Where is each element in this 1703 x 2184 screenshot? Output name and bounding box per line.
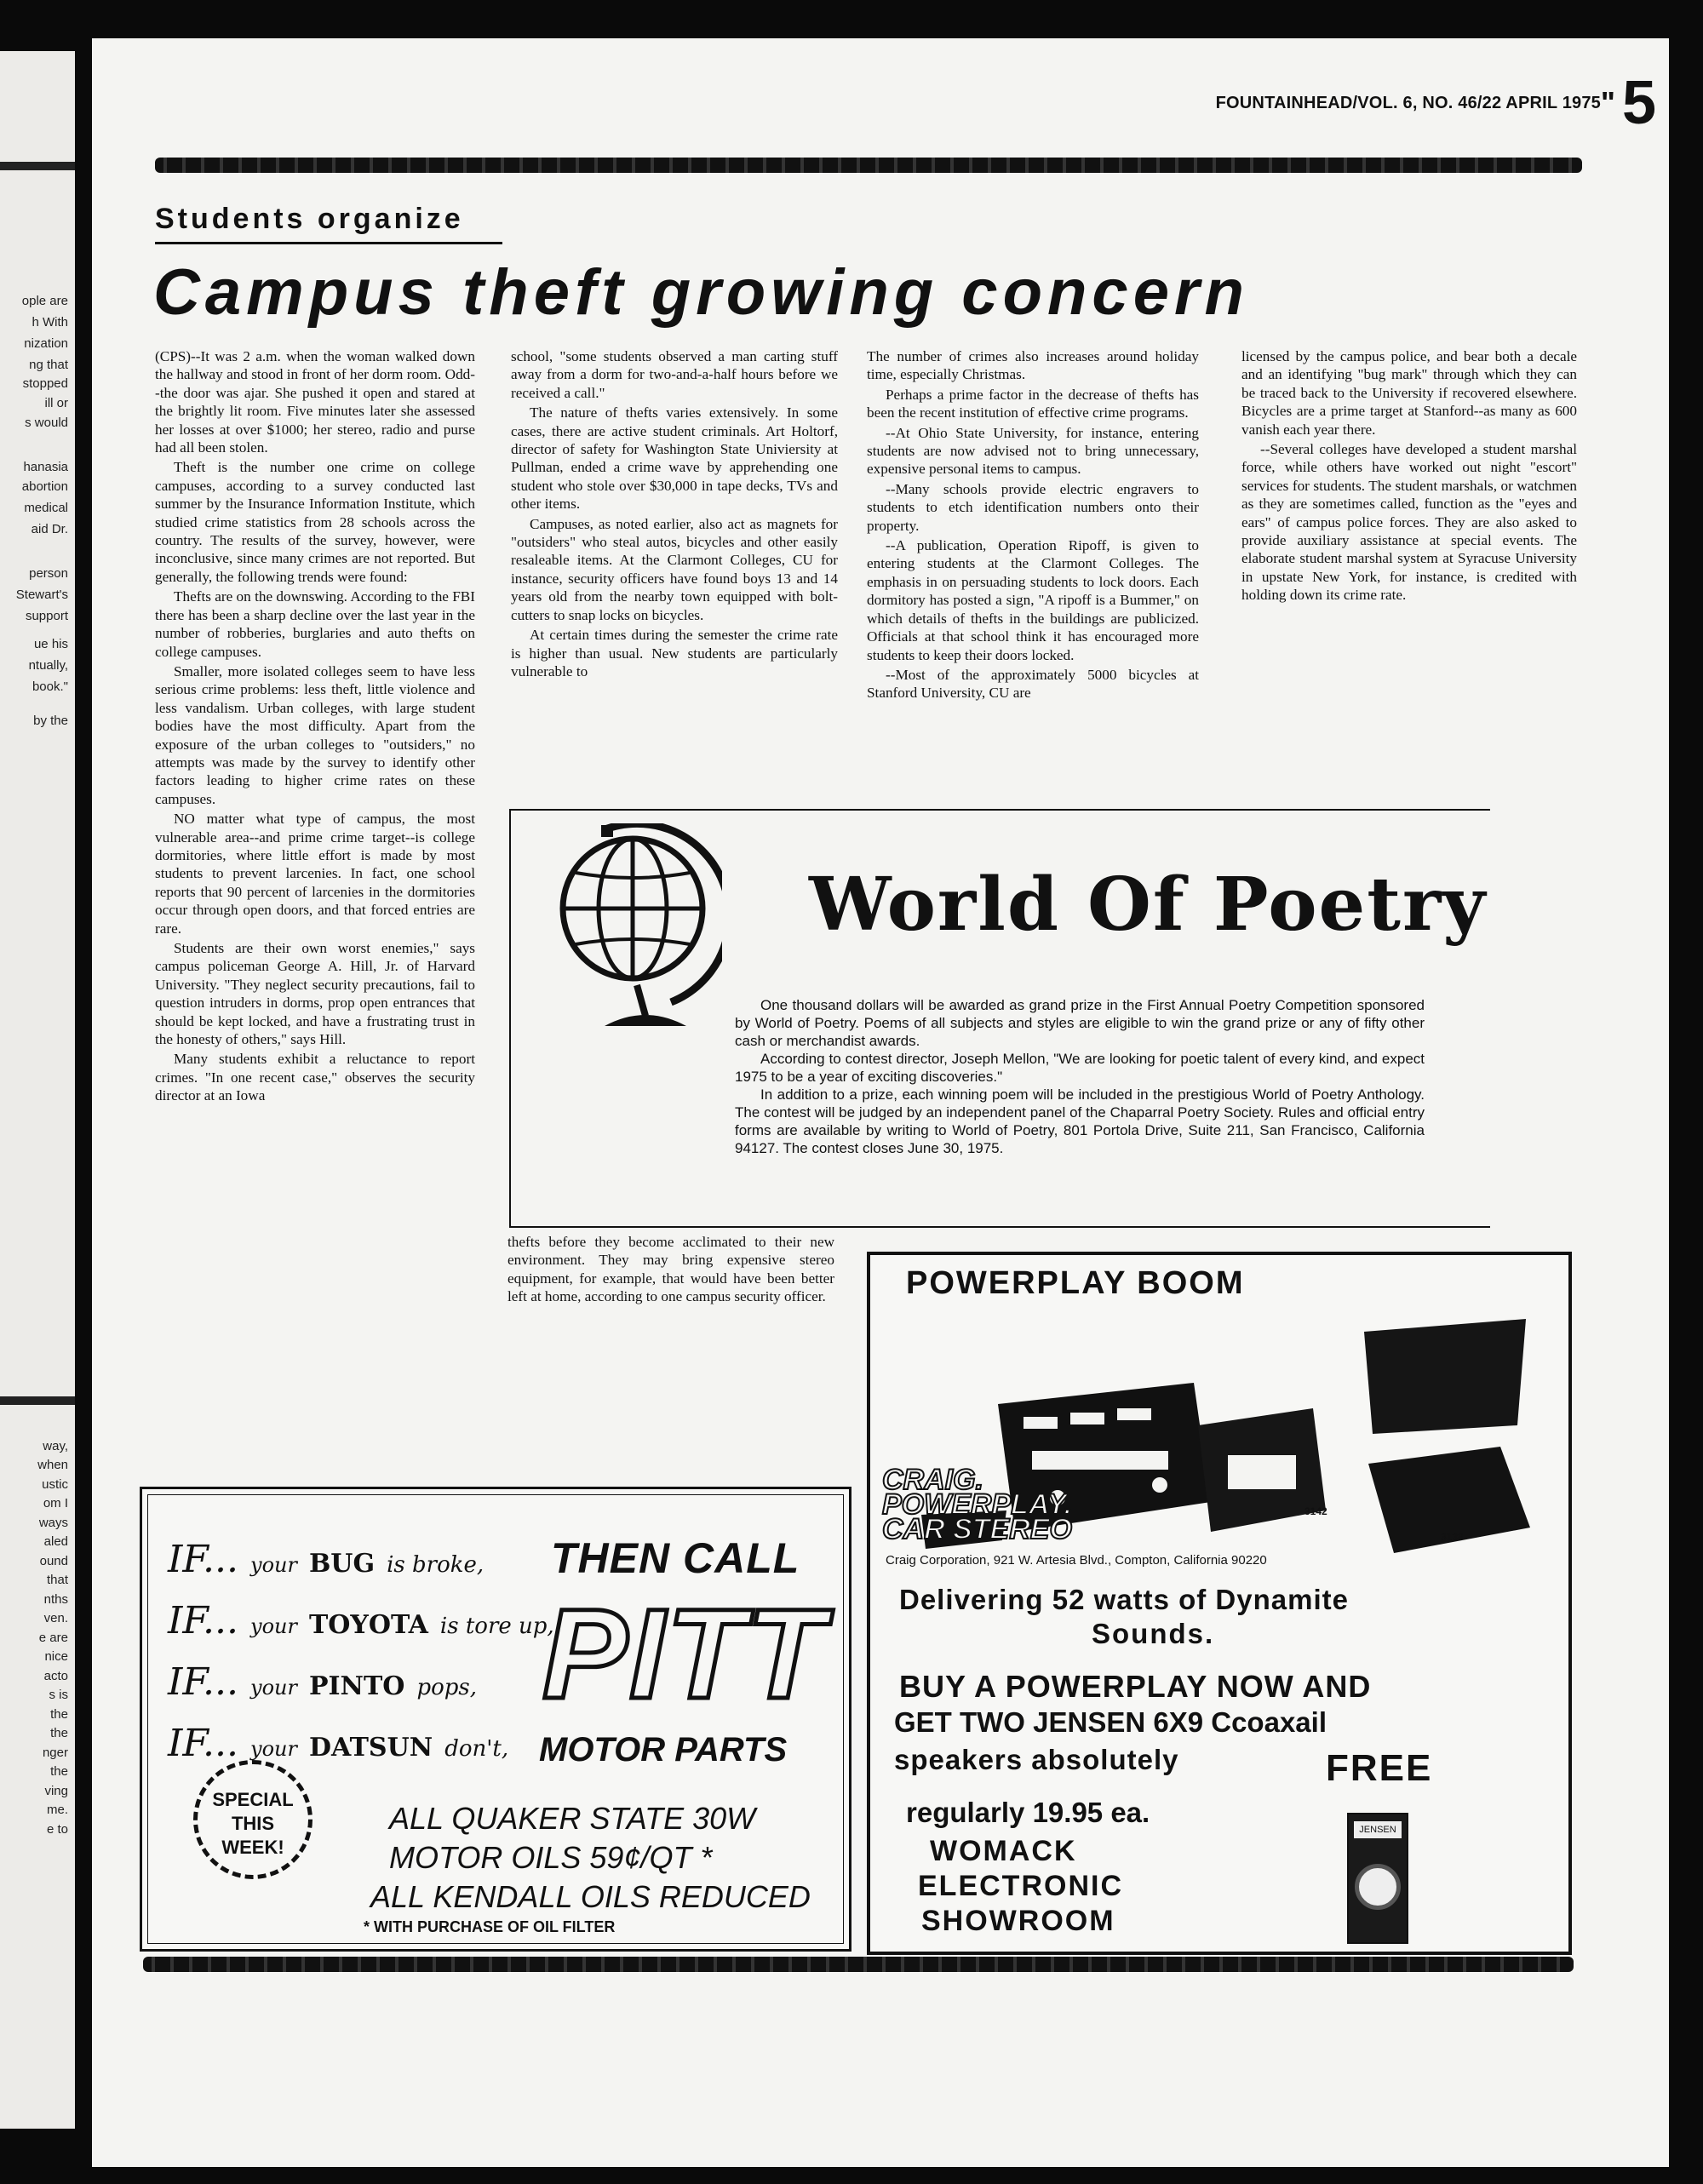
if-your: your [250, 1553, 297, 1577]
logo-line: POWERPLAY. [882, 1488, 1072, 1521]
article-kicker: Students organize [155, 203, 464, 235]
if-lines [168, 1532, 554, 1777]
pitt-motor-parts-ad [140, 1487, 852, 1952]
prev-page-fragment: the [50, 1764, 68, 1779]
paragraph: Many students exhibit a reluctance to report crimes. "In one recent case," observes the security director at an Iowa [155, 1051, 475, 1104]
paragraph: thefts before they become acclimated to their new environment. They may bring expensive stereo equipment, for example, that would have been better left at home, according to one campus security officer. [507, 1234, 834, 1305]
masthead-line: FOUNTAINHEAD/VOL. 6, NO. 46/22 APRIL 1975 [1215, 94, 1601, 112]
prev-page-fragment: way, [43, 1439, 68, 1453]
logo-line: CAR STEREO [882, 1513, 1072, 1545]
model-number-a: 3142 [1304, 1505, 1327, 1517]
poetry-body [735, 996, 1425, 1157]
speaker-icon [1355, 1864, 1401, 1910]
paragraph: NO matter what type of campus, the most vulnerable area--and prime crime target--is college dormitories, where little effort is made by most students to prevent larcenies. In fact, one school reports that 90 percent of larcenies in the dormitories occur through open doors, and that forced entries are rare. [155, 811, 475, 937]
prev-page-fragment: the [50, 1726, 68, 1740]
paragraph: In addition to a prize, each winning poem will be included in the prestigious World of Poetry Anthology. The contest will be judged by an independent panel of the Chaparral Poetry Society. Rules and official entry forms are available by writing to World of Poetry, 801 Portola Drive, Suite 211, San Francisco, California 94127. The contest closes June 30, 1975. [735, 1086, 1425, 1156]
if-prefix: IF... [168, 1538, 239, 1581]
offer-line: MOTOR OILS 59¢/QT * [389, 1840, 713, 1875]
prev-page-fragment: stopped [22, 376, 68, 391]
prev-page-fragment: when [37, 1458, 68, 1472]
paragraph: Smaller, more isolated colleges seem to have less serious crime problems: less theft, little violence and less vandalism. Urban colleges, with large student bodies have the most difficulty. Apart from the exposure of the urban colleges to "outsiders," no attempts was made by the survey to identify other factors leading to higher crime rates on these campuses. [155, 662, 475, 807]
top-divider [155, 158, 1582, 173]
prev-page-fragment: aled [43, 1534, 68, 1549]
bottom-divider [143, 1957, 1574, 1972]
prev-page-fragment: aid Dr. [31, 522, 68, 536]
page-number [1600, 69, 1656, 137]
prev-page-fragment: ways [38, 1516, 68, 1530]
prev-page-fragment: person [29, 566, 68, 581]
if-your: your [250, 1737, 297, 1761]
prev-page-fragment: by the [33, 714, 68, 728]
if-line [168, 1532, 554, 1593]
article-column-2 [511, 347, 838, 682]
badge-line: WEEK! [221, 1837, 284, 1858]
paragraph: --Many schools provide electric engravers to students to etch identification numbers onto their property. [867, 480, 1199, 534]
article-column-3 [867, 347, 1199, 704]
ad-line: BUY A POWERPLAY NOW AND [899, 1669, 1372, 1704]
if-suffix: pops, [416, 1675, 477, 1700]
ad-line: Sounds. [1092, 1618, 1215, 1649]
paragraph: Campuses, as noted earlier, also act as magnets for "outsiders" who steal autos, bicycles and other easily resaleable items. At the Clarmont Colleges, CU for instance, security officers have found boys 13 and 14 years old from the nearby town equipped with bolt-cutters to snap locks on bicycles. [511, 515, 838, 623]
prev-page-fragment: nths [43, 1592, 68, 1607]
prev-page-fragment: h With [32, 315, 68, 330]
free-label: FREE [1326, 1747, 1433, 1789]
then-call: THEN CALL [551, 1534, 800, 1582]
article-headline: Campus theft growing concern [153, 256, 1249, 329]
prev-page-fragment: ving [44, 1784, 68, 1798]
prev-page-fragment: the [50, 1707, 68, 1722]
if-prefix: IF... [168, 1660, 239, 1704]
craig-address: Craig Corporation, 921 W. Artesia Blvd., Compton, California 90220 [886, 1553, 1267, 1568]
if-line [168, 1654, 554, 1716]
prev-page-rule [0, 1396, 75, 1405]
offer-line: ALL KENDALL OILS REDUCED [370, 1879, 811, 1914]
if-suffix: don't, [444, 1736, 509, 1762]
car-model: DATSUN [308, 1733, 433, 1763]
prev-page-fragment: ng that [29, 358, 68, 372]
prev-page-fragment: medical [24, 501, 68, 515]
ad-line: speakers absolutely [894, 1744, 1179, 1775]
prev-page-fragment: that [46, 1573, 68, 1587]
jensen-label: JENSEN [1354, 1821, 1402, 1838]
pitt-brand: PITT [542, 1582, 826, 1725]
car-model: BUG [308, 1549, 376, 1579]
prev-page-fragment: nization [24, 336, 68, 351]
car-model: TOYOTA [308, 1610, 428, 1640]
paragraph: --Several colleges have developed a student marshal force, while others have worked out night "escort" services for students. The student marshals, or watchmen as they are sometimes called, function as the "eyes and ears" of campus police forces. They are also asked to provide auxiliary assistance at special events. The elaborate student marshal system at Syracuse University in upstate New York, for instance, is credited with holding down its crime rate. [1241, 441, 1577, 604]
paragraph: At certain times during the semester the crime rate is higher than usual. New students are particularly vulnerable to [511, 627, 838, 679]
store-name [918, 1834, 1123, 1939]
store-line: WOMACK [930, 1835, 1077, 1867]
ad-title: POWERPLAY BOOM [906, 1265, 1245, 1301]
store-line: SHOWROOM [921, 1905, 1115, 1937]
if-your: your [250, 1614, 297, 1638]
craig-powerplay-ad [867, 1252, 1572, 1955]
prev-page-fragment: ue his [33, 637, 68, 651]
prev-page-fragment: ustic [42, 1477, 68, 1492]
craig-logo [882, 1464, 1072, 1545]
prev-page-fragment: nger [42, 1745, 68, 1760]
globe-icon [552, 823, 722, 1045]
paragraph: (CPS)--It was 2 a.m. when the woman walked down the hallway and stood in front of her dorm room. Odd--the door was ajar. She pushed it open and stared at the brightly lit room. Five minutes later she assessed her losses at over $1000; her stereo, radio and purse had all been stolen. [155, 348, 475, 456]
if-suffix: is broke, [387, 1552, 485, 1578]
world-of-poetry-ad [509, 809, 1490, 1228]
ad-line: GET TWO JENSEN 6X9 Ccoaxail [894, 1706, 1327, 1738]
badge-line: THIS [231, 1813, 275, 1834]
article-continuation [507, 1233, 834, 1308]
prev-page-fragment: e to [46, 1822, 68, 1837]
kicker-rule [155, 242, 502, 244]
prev-page-fragment: s is [49, 1688, 68, 1702]
prev-page-fragment: ound [39, 1554, 68, 1568]
paragraph: --A publication, Operation Ripoff, is given to entering students at the Clarmont Colleges. The emphasis in on persuading students to lock doors. Each dormitory has posted a sign, "A ripoff is a Bummer," on which details of thefts in the buildings are publicized. Officials at that school think it has encouraged more students to keep their doors locked. [867, 537, 1199, 663]
paragraph: Thefts are on the downswing. According to the FBI there has been a sharp decline over the last year in the number of robberies, burglaries and auto thefts on college campuses. [155, 588, 475, 660]
prev-page-fragment: book." [32, 679, 68, 694]
if-your: your [250, 1676, 297, 1700]
badge-line: SPECIAL [212, 1789, 294, 1810]
if-prefix: IF... [168, 1722, 239, 1765]
prev-page-fragment: s would [25, 416, 68, 430]
paragraph: --At Ohio State University, for instance, entering students are now advised not to bring unnecessary, expensive personal items to campus. [867, 424, 1199, 478]
prev-page-rule [0, 162, 75, 170]
offer-line: ALL QUAKER STATE 30W [389, 1801, 756, 1836]
model-number-b: 3138 [1441, 1531, 1464, 1543]
prev-page-fragment: hanasia [23, 460, 68, 474]
prev-page-fragment: e are [38, 1631, 68, 1645]
article-column-1 [155, 347, 475, 1107]
page-number-value: 5 [1621, 69, 1656, 137]
prev-page-fragment: ven. [43, 1611, 68, 1625]
special-badge [193, 1760, 313, 1879]
price-line: regularly 19.95 ea. [906, 1797, 1150, 1828]
paragraph: The nature of thefts varies extensively. In some cases, there are active student criminals. Art Holtorf, director of safety for Washington State Univiersity at Pullman, ended a crime wave by apprehending one student who stole over $30,000 in tape decks, TVs and other items. [511, 404, 838, 513]
prev-page-fragment: om I [43, 1496, 68, 1510]
if-prefix: IF... [168, 1599, 239, 1642]
car-model: PINTO [308, 1671, 405, 1701]
paragraph: school, "some students observed a man carting stuff away from a dorm for two-and-a-half hours before we received a call." [511, 348, 838, 401]
article-column-4 [1241, 347, 1577, 606]
paragraph: Students are their own worst enemies," says campus policeman George A. Hill, Jr. of Harvard University. "They neglect security precautions, fail to question intruders in dorms, prop open entrances that should be kept locked, and have a frustrating trust in the honesty of others," says Hill. [155, 940, 475, 1048]
if-suffix: is tore up, [439, 1614, 554, 1639]
prev-page-fragment: ntually, [28, 658, 68, 673]
jensen-speaker-box [1347, 1813, 1408, 1944]
paragraph: licensed by the campus police, and bear both a decale and an identifying "bug mark" through which they can be traced back to the University if recovered elsewhere. Bicycles are a prime target at Stanford--as many as 600 vanish each year there. [1241, 348, 1577, 438]
if-line [168, 1593, 554, 1654]
prev-page-fragment: Stewart's [15, 588, 68, 602]
prev-page-fragment: ill or [44, 396, 68, 410]
prev-page-fragment: support [25, 609, 68, 623]
poetry-title: World Of Poetry [809, 862, 1488, 948]
paragraph: Theft is the number one crime on college campuses, according to a survey conducted last summer by the Insurance Information Institute, which studied crime statistics from 28 schools across the country. The results of the survey, however, were inconclusive, since many crimes are not reported. But generally, the following trends were found: [155, 459, 475, 585]
logo-line: CRAIG. [882, 1464, 983, 1496]
prev-page-fragment: abortion [21, 479, 68, 494]
paragraph: The number of crimes also increases around holiday time, especially Christmas. [867, 348, 1199, 383]
offer-footnote: * WITH PURCHASE OF OIL FILTER [364, 1918, 616, 1935]
previous-page-edge [0, 51, 75, 2129]
motor-parts: MOTOR PARTS [539, 1731, 788, 1768]
prev-page-fragment: nice [44, 1649, 68, 1664]
store-line: ELECTRONIC [918, 1870, 1123, 1902]
paragraph: --Most of the approximately 5000 bicycles at Stanford University, CU are [867, 666, 1199, 702]
prev-page-fragment: me. [46, 1803, 68, 1817]
page-mark: " [1600, 85, 1615, 120]
ad-line: Delivering 52 watts of Dynamite [899, 1584, 1349, 1615]
paragraph: Perhaps a prime factor in the decrease of thefts has been the recent institution of effective crime programs. [867, 386, 1199, 421]
prev-page-fragment: acto [43, 1669, 68, 1683]
paragraph: One thousand dollars will be awarded as grand prize in the First Annual Poetry Competition sponsored by World of Poetry. Poems of all subjects and styles are eligible to win the grand prize or any of fifty other cash or merchandist awards. [735, 997, 1425, 1049]
prev-page-fragment: ople are [21, 294, 68, 308]
paragraph: According to contest director, Joseph Mellon, "We are looking for poetic talent of every kind, and expect 1975 to be a year of exciting discoveries." [735, 1051, 1425, 1085]
